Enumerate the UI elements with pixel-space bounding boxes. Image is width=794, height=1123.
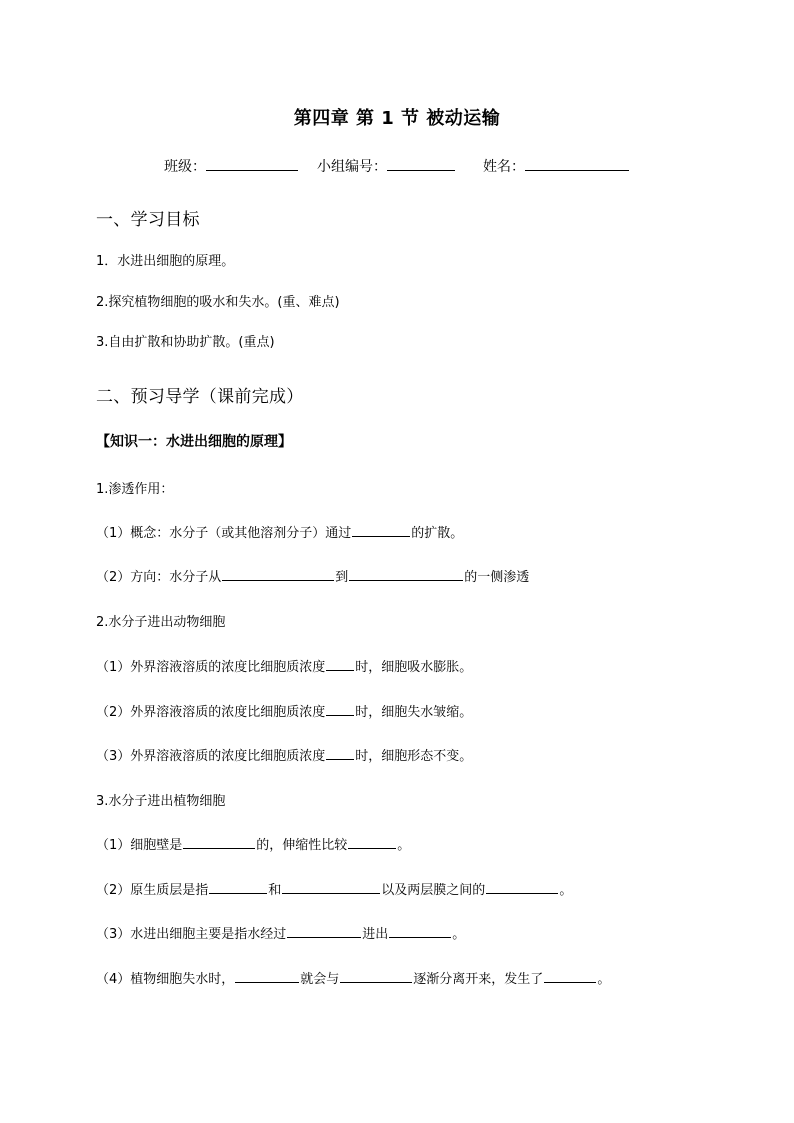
objective-item: 1．水进出细胞的原理。 — [96, 254, 235, 269]
plant-protoplast-text: （2）原生质层是指 — [96, 883, 209, 898]
osmosis-concept-text: 的扩散。 — [411, 526, 464, 541]
page-title: 第四章 第 1 节 被动运输 — [293, 108, 501, 129]
animal-title: 2.水分子进出动物细胞 — [96, 615, 226, 630]
plant-loss-text: 。 — [597, 972, 611, 987]
plant-loss-text: 逐渐分离开来，发生了 — [413, 972, 544, 987]
name-field — [483, 156, 629, 176]
animal-item — [96, 701, 472, 720]
class-label: 班级： — [164, 159, 206, 175]
fill-blank[interactable] — [352, 524, 410, 537]
plant-loss-text: （4）植物细胞失水时， — [96, 972, 235, 987]
fill-blank[interactable] — [287, 925, 361, 938]
plant-protoplast — [96, 879, 572, 898]
plant-water-text: （3）水进出细胞主要是指水经过 — [96, 927, 287, 942]
osmosis-direction-text: 的一侧渗透 — [464, 570, 530, 585]
fill-blank[interactable] — [326, 747, 354, 760]
section-heading-preview: 二、预习导学（课前完成） — [96, 387, 304, 407]
plant-protoplast-text: 。 — [559, 883, 573, 898]
plant-water-text: 。 — [452, 927, 466, 942]
osmosis-title: 1.渗透作用： — [96, 482, 174, 497]
knowledge-title: 【知识一：水进出细胞的原理】 — [96, 434, 292, 450]
fill-blank[interactable] — [326, 658, 354, 671]
animal-item-text: 时，细胞形态不变。 — [355, 749, 473, 764]
animal-item-text: 时，细胞失水皱缩。 — [355, 705, 473, 720]
plant-protoplast-text: 以及两层膜之间的 — [381, 883, 486, 898]
plant-wall-text: 。 — [397, 838, 411, 853]
plant-wall — [96, 834, 410, 853]
osmosis-concept — [96, 522, 463, 541]
fill-blank[interactable] — [348, 836, 396, 849]
objective-item: 2.探究植物细胞的吸水和失水。(重、难点) — [96, 295, 340, 310]
animal-item — [96, 745, 472, 764]
fill-blank[interactable] — [349, 568, 463, 581]
plant-water — [96, 923, 465, 942]
class-field — [164, 156, 298, 176]
animal-item-text: 时，细胞吸水膨胀。 — [355, 660, 473, 675]
group-blank[interactable] — [387, 156, 455, 171]
fill-blank[interactable] — [326, 703, 354, 716]
name-label: 姓名： — [483, 159, 525, 175]
name-blank[interactable] — [525, 156, 629, 171]
animal-item-text: （3）外界溶液溶质的浓度比细胞质浓度 — [96, 749, 326, 764]
fill-blank[interactable] — [222, 568, 334, 581]
objective-item: 3.自由扩散和协助扩散。(重点) — [96, 335, 275, 350]
animal-item-text: （2）外界溶液溶质的浓度比细胞质浓度 — [96, 705, 326, 720]
plant-water-text: 进出 — [362, 927, 389, 942]
class-blank[interactable] — [206, 156, 298, 171]
osmosis-direction-text: （2）方向：水分子从 — [96, 570, 222, 585]
group-label: 小组编号： — [317, 159, 387, 175]
fill-blank[interactable] — [183, 836, 255, 849]
osmosis-concept-text: （1）概念：水分子（或其他溶剂分子）通过 — [96, 526, 352, 541]
osmosis-direction-text: 到 — [335, 570, 349, 585]
plant-protoplast-text: 和 — [268, 883, 282, 898]
fill-blank[interactable] — [282, 881, 380, 894]
animal-item — [96, 656, 472, 675]
fill-blank[interactable] — [340, 970, 412, 983]
fill-blank[interactable] — [235, 970, 299, 983]
animal-item-text: （1）外界溶液溶质的浓度比细胞质浓度 — [96, 660, 326, 675]
fill-blank[interactable] — [544, 970, 596, 983]
fill-blank[interactable] — [209, 881, 267, 894]
plant-title: 3.水分子进出植物细胞 — [96, 794, 226, 809]
section-heading-objectives: 一、学习目标 — [96, 210, 200, 230]
plant-wall-text: 的，伸缩性比较 — [256, 838, 348, 853]
fill-blank[interactable] — [486, 881, 558, 894]
plant-loss-text: 就会与 — [300, 972, 340, 987]
fill-blank[interactable] — [389, 925, 451, 938]
plant-loss — [96, 968, 610, 987]
plant-wall-text: （1）细胞壁是 — [96, 838, 183, 853]
osmosis-direction — [96, 566, 529, 585]
group-field — [317, 156, 455, 176]
